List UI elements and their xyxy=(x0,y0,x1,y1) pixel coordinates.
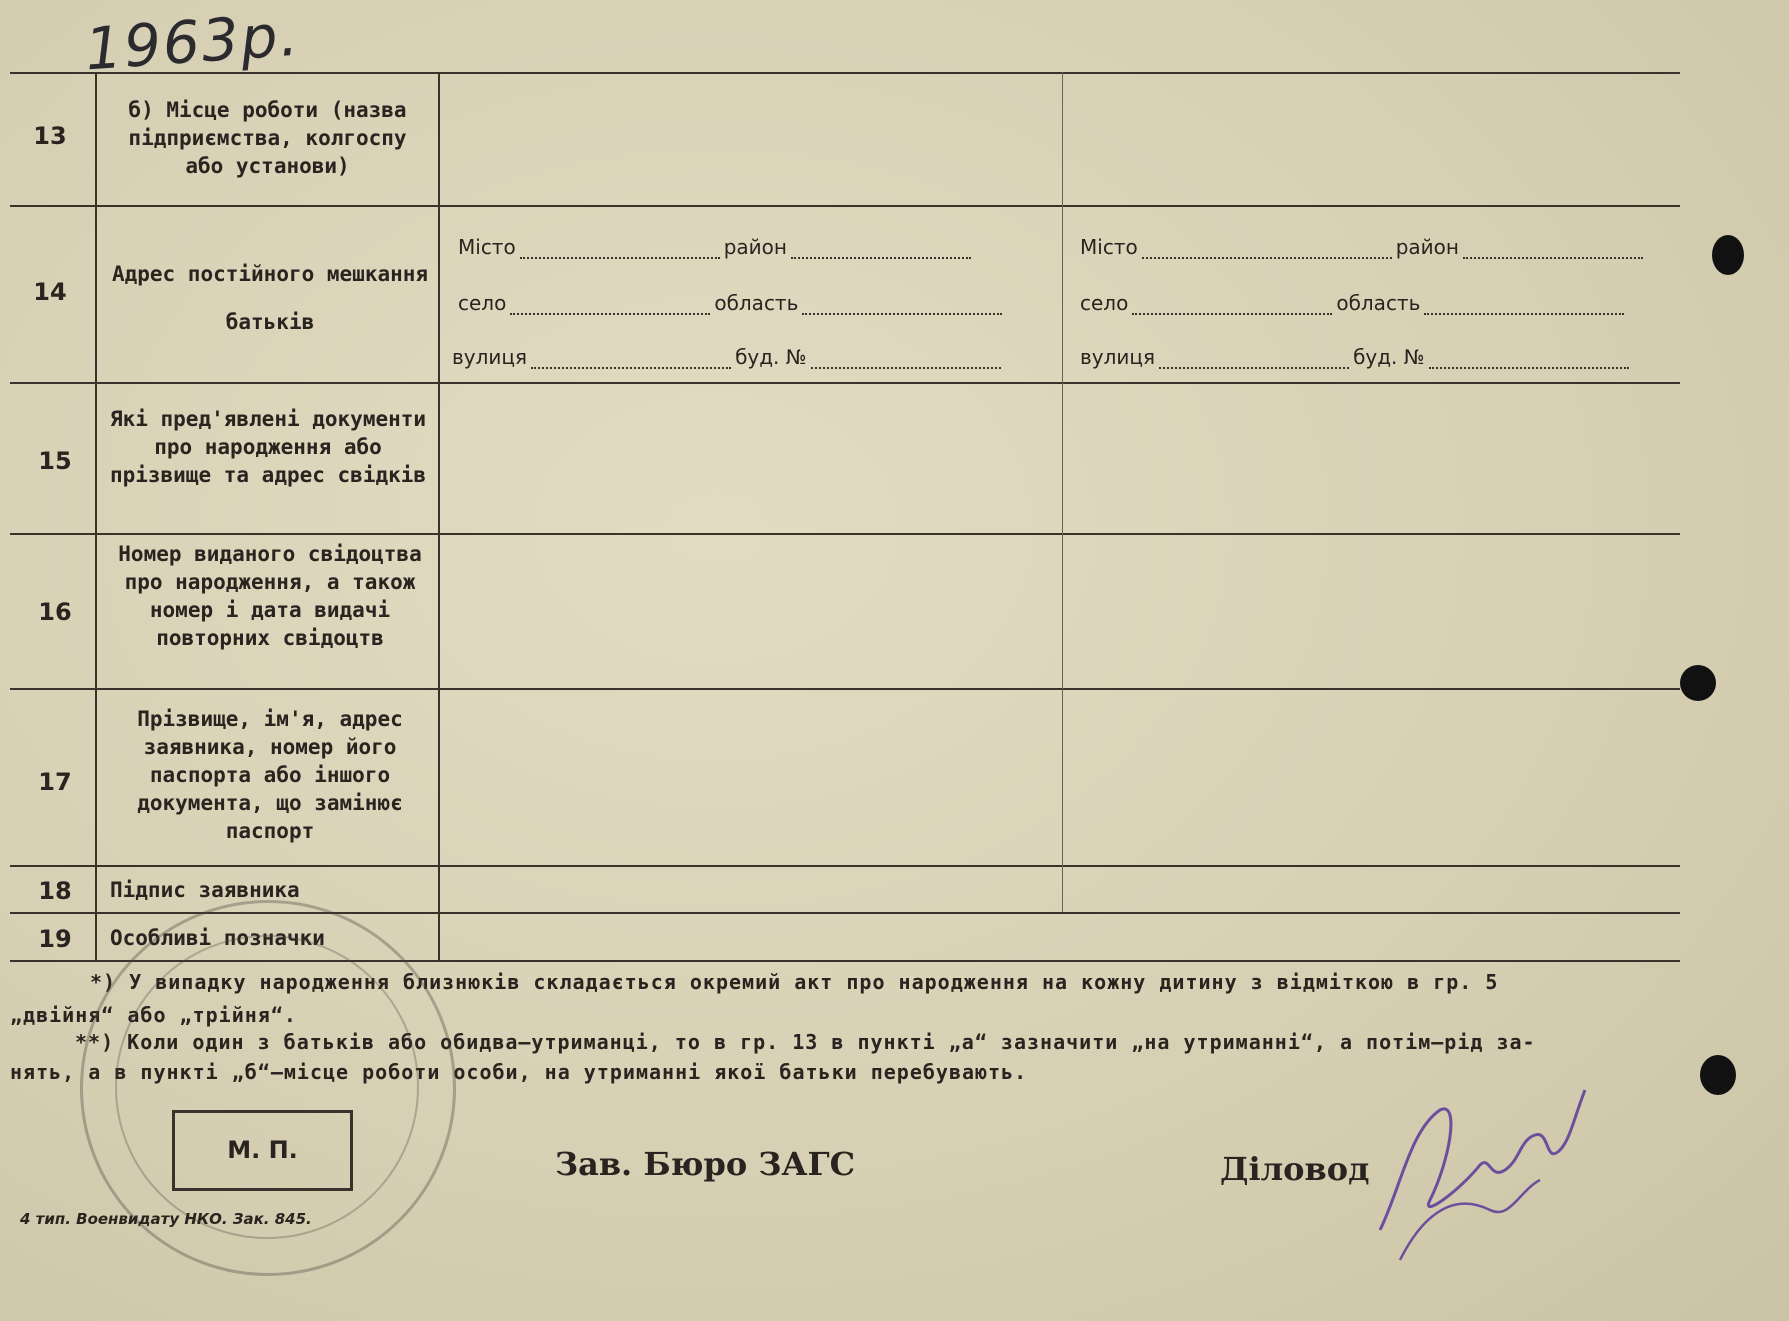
row-divider xyxy=(10,205,1680,207)
fill-line xyxy=(1463,257,1643,259)
address-line xyxy=(1080,235,1647,259)
row-label: Адрес постійного мешкання батьків xyxy=(111,262,429,334)
row-number: 17 xyxy=(38,768,72,796)
punch-hole xyxy=(1712,235,1744,275)
head-of-registry-label: Зав. Бюро ЗАГС xyxy=(555,1145,856,1183)
address-street-label: вулиця xyxy=(1080,345,1156,369)
address-region-label: область xyxy=(714,291,799,315)
address-line xyxy=(1080,291,1628,315)
row-label: Особливі позначки xyxy=(110,926,325,950)
address-village-label: село xyxy=(458,291,507,315)
clerk-label: Діловод xyxy=(1220,1150,1370,1188)
row-label: Підпис заявника xyxy=(110,878,300,902)
fill-line xyxy=(1429,367,1629,369)
row-label: Прізвище, ім'я, адрес заявника, номер його паспорта або іншого документа, що замінює паспорт xyxy=(137,707,403,843)
column-divider xyxy=(95,72,97,960)
footnote-dependents-continuation: нять, а в пункті „б“—місце роботи особи, на утриманні якої батьки перебувають. xyxy=(10,1060,1028,1084)
fill-line xyxy=(791,257,971,259)
row-number: 19 xyxy=(38,925,72,953)
address-building-label: буд. № xyxy=(1353,345,1425,369)
fill-line xyxy=(811,367,1001,369)
punch-hole xyxy=(1700,1055,1736,1095)
row-label: Номер виданого свідоцтва про народження, а також номер і дата видачі повторних свідоцтв xyxy=(118,542,422,650)
fill-line xyxy=(520,257,720,259)
fill-line xyxy=(1159,367,1349,369)
row-label: б) Місце роботи (назва підприємства, колгоспу або установи) xyxy=(128,98,407,178)
address-line xyxy=(452,345,1005,369)
row-divider xyxy=(10,382,1680,384)
official-stamp-inner-ring xyxy=(115,935,419,1239)
row-divider xyxy=(10,688,1680,690)
address-city-label: Місто xyxy=(1080,235,1138,259)
address-line xyxy=(1080,345,1633,369)
row-number: 14 xyxy=(33,278,67,306)
address-city-label: Місто xyxy=(458,235,516,259)
column-divider xyxy=(1062,72,1063,912)
handwritten-record-number: 1963р. xyxy=(82,0,302,84)
row-divider xyxy=(10,865,1680,867)
address-region-label: область xyxy=(1336,291,1421,315)
row-number: 13 xyxy=(33,122,67,150)
fill-line xyxy=(510,313,710,315)
printer-imprint: 4 тип. Военвидату НКО. Зак. 845. xyxy=(20,1210,312,1228)
fill-line xyxy=(1424,313,1624,315)
address-line xyxy=(458,291,1006,315)
footnote-twins: *) У випадку народження близнюків складається окремий акт про народження на кожну дитину з відміткою в гр. 5 xyxy=(90,970,1499,994)
row-number: 16 xyxy=(38,598,72,626)
row-divider xyxy=(10,533,1680,535)
footnote-dependents: **) Коли один з батьків або обидва—утриманці, то в гр. 13 в пункті „а“ зазначити „на утриманні“, а потім—рід за- xyxy=(75,1030,1536,1054)
row-divider xyxy=(10,72,1680,74)
stamp-place-box: М. П. xyxy=(172,1110,353,1191)
row-number: 15 xyxy=(38,447,72,475)
fill-line xyxy=(531,367,731,369)
footnote-twins-continuation: „двійня“ або „трійня“. xyxy=(10,1003,297,1027)
fill-line xyxy=(1132,313,1332,315)
address-line xyxy=(458,235,975,259)
row-number: 18 xyxy=(38,877,72,905)
column-divider xyxy=(438,72,440,960)
fill-line xyxy=(802,313,1002,315)
punch-hole xyxy=(1680,665,1716,701)
address-district-label: район xyxy=(723,235,787,259)
row-label: Які пред'явлені документи про народження або прізвище та адрес свідків xyxy=(109,407,427,487)
clerk-signature xyxy=(1370,1070,1600,1270)
address-district-label: район xyxy=(1395,235,1459,259)
fill-line xyxy=(1142,257,1392,259)
address-street-label: вулиця xyxy=(452,345,528,369)
address-building-label: буд. № xyxy=(735,345,807,369)
address-village-label: село xyxy=(1080,291,1129,315)
